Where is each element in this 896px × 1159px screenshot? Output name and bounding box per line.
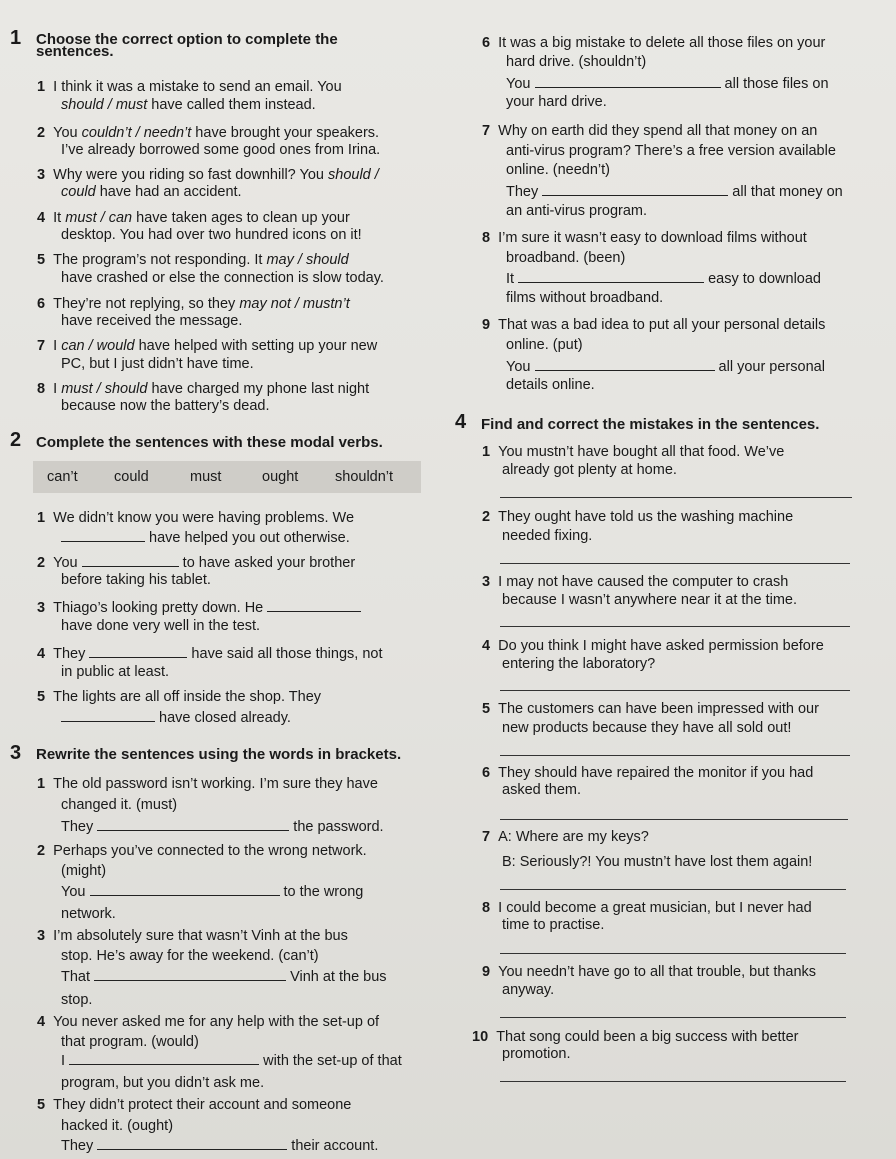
item-text: They’re not replying, so they	[53, 296, 240, 312]
item-text: You mustn’t have bought all that food. We’ve	[498, 444, 785, 460]
item-number: 5	[37, 689, 46, 705]
list-item	[37, 337, 377, 356]
item-text: have called them instead.	[147, 97, 316, 113]
list-item-cont	[61, 905, 116, 924]
item-number: 9	[482, 317, 491, 333]
item-text: promotion.	[502, 1046, 571, 1062]
item-text: all those files on	[720, 76, 829, 92]
list-item	[37, 553, 355, 573]
item-text: Why on earth did they spend all that money on an	[498, 123, 818, 139]
item-text: time to practise.	[502, 917, 605, 933]
item-number: 3	[37, 600, 46, 616]
list-item-cont	[506, 202, 647, 221]
item-text: changed it. (must)	[61, 797, 178, 813]
list-item-cont	[502, 853, 812, 872]
item-text: have helped you out otherwise.	[145, 530, 350, 546]
item-text: Why were you riding so fast downhill? You	[53, 167, 328, 183]
answer-blank[interactable]	[535, 357, 715, 371]
item-text: with the set-up of that	[259, 1053, 402, 1069]
list-item-cont	[61, 991, 92, 1010]
list-item	[482, 828, 649, 847]
item-text: The lights are all off inside the shop. They	[53, 689, 322, 705]
item-text: They didn’t protect their account and someone	[53, 1097, 352, 1113]
item-text: hacked it. (ought)	[61, 1118, 174, 1134]
item-text: We didn’t know you were having problems. We	[53, 510, 355, 526]
answer-blank[interactable]	[94, 967, 286, 981]
item-number: 1	[37, 776, 46, 792]
item-number: 8	[37, 381, 46, 397]
answer-blank[interactable]	[61, 708, 155, 722]
exercise-title: Complete the sentences with these modal verbs.	[36, 434, 383, 451]
list-item-cont	[502, 1045, 571, 1064]
list-item	[482, 316, 825, 335]
list-item-cont	[61, 355, 254, 374]
item-text: I’ve already borrowed some good ones from Irina.	[61, 142, 381, 158]
word-box	[33, 461, 421, 493]
item-number: 8	[482, 900, 491, 916]
list-item	[482, 229, 807, 248]
list-item-cont	[61, 1136, 378, 1156]
item-text: easy to download	[704, 271, 821, 287]
item-text: have helped with setting up your new	[134, 338, 378, 354]
item-text: That	[61, 969, 95, 985]
item-text: They ought have told us the washing machine	[498, 509, 794, 525]
exercise-title: Choose the correct option to complete the	[36, 31, 338, 48]
list-item	[37, 78, 342, 97]
list-item-cont	[61, 141, 380, 160]
list-item	[482, 443, 784, 462]
list-item-cont	[61, 1117, 173, 1136]
item-text: I	[53, 381, 62, 397]
list-item	[37, 509, 354, 528]
answer-blank[interactable]	[89, 644, 187, 658]
list-item	[482, 122, 817, 141]
item-text: details online.	[506, 377, 595, 393]
word-option: ought	[262, 469, 299, 485]
list-item-cont	[61, 397, 270, 416]
list-item-cont	[502, 655, 655, 674]
item-text: You never asked me for any help with the set-up of	[53, 1014, 380, 1030]
list-item	[37, 927, 348, 946]
exercise-number: 1	[10, 27, 22, 49]
list-item-cont	[61, 312, 242, 331]
list-item	[37, 251, 349, 270]
answer-blank[interactable]	[61, 528, 145, 542]
list-item-cont	[502, 591, 797, 610]
item-text: It	[506, 271, 519, 287]
answer-blank[interactable]	[90, 882, 280, 896]
item-text: The program’s not responding. It	[53, 252, 267, 268]
answer-blank[interactable]	[82, 553, 179, 567]
list-item-cont	[61, 796, 177, 815]
list-item-cont	[61, 1051, 402, 1071]
list-item-cont	[502, 461, 677, 480]
item-number: 9	[482, 964, 491, 980]
list-item-cont	[506, 53, 646, 72]
item-text: program, but you didn’t ask me.	[61, 1075, 265, 1091]
list-item-cont	[502, 981, 554, 1000]
answer-line[interactable]	[500, 755, 850, 756]
list-item-cont	[502, 916, 604, 935]
item-text: You	[53, 125, 82, 141]
item-text: anti-virus program? There’s a free version available	[506, 143, 836, 159]
item-text: You needn’t have go to all that trouble, but thanks	[498, 964, 817, 980]
item-text: (might)	[61, 863, 107, 879]
list-item-cont	[506, 161, 610, 180]
item-text: Do you think I might have asked permission before	[498, 638, 824, 654]
list-item	[482, 700, 819, 719]
item-number: 4	[482, 638, 491, 654]
item-text: The old password isn’t working. I’m sure they have	[53, 776, 378, 792]
list-item	[37, 1096, 351, 1115]
item-text: that program. (would)	[61, 1034, 199, 1050]
item-number: 2	[37, 125, 46, 141]
item-text: to have asked your brother	[178, 555, 356, 571]
item-text: They	[53, 646, 90, 662]
item-text: the password.	[289, 819, 384, 835]
item-number: 1	[37, 510, 46, 526]
list-item-cont	[506, 142, 836, 161]
item-text: I think it was a mistake to send an email. You	[53, 79, 342, 95]
list-item-cont	[61, 947, 319, 966]
list-item-cont	[61, 528, 350, 548]
list-item	[37, 842, 367, 861]
item-number: 5	[482, 701, 491, 717]
item-text: That song could been a big success with better	[496, 1029, 799, 1045]
word-option: shouldn’t	[335, 469, 394, 485]
item-text: I	[53, 338, 62, 354]
item-number: 3	[37, 928, 46, 944]
option-pair[interactable]: may not / mustn’t	[239, 296, 350, 312]
list-item-cont	[61, 817, 384, 837]
item-text: have closed already.	[155, 710, 291, 726]
item-text: your hard drive.	[506, 94, 607, 110]
item-text: in public at least.	[61, 664, 170, 680]
list-item-cont	[502, 527, 592, 546]
answer-line[interactable]	[500, 1081, 846, 1082]
item-text: have had an accident.	[95, 184, 242, 200]
exercise-title: Find and correct the mistakes in the sentences.	[481, 416, 820, 433]
list-item-cont	[61, 862, 106, 881]
list-item-cont	[61, 183, 242, 202]
item-text: hard drive. (shouldn’t)	[506, 54, 647, 70]
item-text: before taking his tablet.	[61, 572, 211, 588]
item-number: 8	[482, 230, 491, 246]
answer-line[interactable]	[500, 953, 846, 954]
answer-line[interactable]	[500, 626, 850, 627]
item-text: because I wasn’t anywhere near it at the time.	[502, 592, 797, 608]
list-item-cont	[61, 1033, 199, 1052]
list-item-cont	[506, 357, 825, 377]
answer-blank[interactable]	[518, 269, 704, 283]
list-item-cont	[61, 708, 291, 728]
item-text: to the wrong	[279, 884, 364, 900]
word-option: must	[190, 469, 222, 485]
list-item-cont	[61, 967, 387, 987]
item-text: films without broadband.	[506, 290, 664, 306]
exercise-title: Rewrite the sentences using the words in brackets.	[36, 746, 402, 763]
item-text: online. (put)	[506, 337, 583, 353]
item-text: Perhaps you’ve connected to the wrong network.	[53, 843, 367, 859]
list-item	[37, 644, 382, 664]
word-option: can’t	[47, 469, 78, 485]
answer-line[interactable]	[500, 1017, 846, 1018]
item-text: That was a bad idea to put all your personal details	[498, 317, 826, 333]
item-text: Thiago’s looking pretty down. He	[53, 600, 268, 616]
item-text: entering the laboratory?	[502, 656, 656, 672]
item-number: 5	[37, 252, 46, 268]
item-text: I may not have caused the computer to crash	[498, 574, 789, 590]
item-text: all your personal	[714, 359, 825, 375]
item-number: 10	[472, 1029, 489, 1045]
option-pair[interactable]: couldn’t / needn’t	[81, 125, 192, 141]
item-number: 2	[37, 555, 46, 571]
answer-blank[interactable]	[535, 74, 721, 88]
item-text: You	[61, 884, 90, 900]
word-option: could	[114, 469, 149, 485]
item-text: It	[53, 210, 66, 226]
list-item	[482, 637, 824, 656]
exercise-number: 3	[10, 742, 22, 764]
list-item	[37, 1013, 379, 1032]
item-number: 1	[37, 79, 46, 95]
item-text: have brought your speakers.	[191, 125, 380, 141]
list-item	[37, 598, 361, 618]
item-text: new products because they have all sold out!	[502, 720, 792, 736]
item-text: A: Where are my keys?	[498, 829, 649, 845]
item-number: 2	[37, 843, 46, 859]
list-item-cont	[502, 719, 791, 738]
item-text: have said all those things, not	[187, 646, 383, 662]
answer-line[interactable]	[500, 819, 848, 820]
item-text: have received the message.	[61, 313, 243, 329]
item-text: asked them.	[502, 782, 581, 798]
list-item-cont	[506, 336, 583, 355]
item-text: stop.	[61, 992, 93, 1008]
list-item-cont	[61, 571, 211, 590]
item-text: have taken ages to clean up your	[132, 210, 350, 226]
option-pair-cont[interactable]: could	[61, 184, 96, 200]
item-number: 7	[37, 338, 46, 354]
item-text: anyway.	[502, 982, 555, 998]
exercise-number: 2	[10, 429, 22, 451]
answer-line[interactable]	[500, 497, 852, 498]
list-item-cont	[61, 1074, 264, 1093]
answer-blank[interactable]	[542, 182, 728, 196]
option-pair[interactable]: can / would	[61, 338, 135, 354]
item-number: 6	[482, 35, 491, 51]
item-text: I could become a great musician, but I never had	[498, 900, 812, 916]
item-number: 1	[482, 444, 491, 460]
item-text: I	[61, 1053, 70, 1069]
item-number: 7	[482, 829, 491, 845]
item-text: You	[506, 76, 535, 92]
item-text: It was a big mistake to delete all those files on your	[498, 35, 826, 51]
list-item	[482, 34, 825, 53]
item-text: I’m absolutely sure that wasn’t Vinh at the bus	[53, 928, 348, 944]
list-item-cont	[61, 96, 316, 115]
item-text: broadband. (been)	[506, 250, 626, 266]
option-pair[interactable]: should / must	[61, 97, 148, 113]
answer-line[interactable]	[500, 690, 850, 691]
item-text: B: Seriously?! You mustn’t have lost them again!	[502, 854, 813, 870]
answer-line[interactable]	[500, 889, 846, 890]
item-text: all that money on	[728, 184, 843, 200]
item-number: 4	[37, 1014, 46, 1030]
list-item-cont	[61, 226, 362, 245]
item-text: their account.	[287, 1138, 379, 1154]
exercise-title-cont: sentences.	[36, 43, 114, 60]
list-item-cont	[61, 663, 169, 682]
answer-blank[interactable]	[69, 1051, 259, 1065]
list-item-cont	[506, 269, 821, 289]
item-number: 7	[482, 123, 491, 139]
item-text: online. (needn’t)	[506, 162, 610, 178]
item-number: 2	[482, 509, 491, 525]
list-item-cont	[506, 93, 607, 112]
list-item-cont	[61, 617, 260, 636]
list-item-cont	[61, 882, 363, 902]
item-text: because now the battery’s dead.	[61, 398, 270, 414]
item-number: 3	[37, 167, 46, 183]
item-text: desktop. You had over two hundred icons on it!	[61, 227, 362, 243]
item-text: needed fixing.	[502, 528, 593, 544]
item-text: have charged my phone last night	[147, 381, 370, 397]
list-item-cont	[506, 376, 595, 395]
list-item	[482, 573, 788, 592]
option-pair[interactable]: must / can	[65, 210, 133, 226]
item-text: an anti-virus program.	[506, 203, 648, 219]
item-text: You	[506, 359, 535, 375]
list-item-cont	[506, 249, 625, 268]
item-number: 5	[37, 1097, 46, 1113]
item-text: network.	[61, 906, 116, 922]
list-item-cont	[61, 269, 384, 288]
item-text: already got plenty at home.	[502, 462, 677, 478]
item-text: They	[61, 1138, 98, 1154]
item-text: They	[61, 819, 98, 835]
item-text: They	[506, 184, 543, 200]
list-item	[37, 688, 321, 707]
item-text: have done very well in the test.	[61, 618, 261, 634]
item-text: PC, but I just didn’t have time.	[61, 356, 254, 372]
exercise-number: 4	[455, 411, 467, 433]
answer-line[interactable]	[500, 563, 850, 564]
item-number: 4	[37, 210, 46, 226]
list-item-cont	[506, 74, 829, 94]
list-item	[482, 508, 793, 527]
item-text: The customers can have been impressed with our	[498, 701, 819, 717]
item-text: Vinh at the bus	[286, 969, 387, 985]
answer-blank[interactable]	[97, 1136, 287, 1150]
item-text: They should have repaired the monitor if you had	[498, 765, 814, 781]
item-text: You	[53, 555, 82, 571]
answer-blank[interactable]	[267, 598, 361, 612]
list-item-cont	[502, 781, 581, 800]
item-text: have crashed or else the connection is slow today.	[61, 270, 384, 286]
answer-blank[interactable]	[97, 817, 289, 831]
list-item	[482, 963, 816, 982]
option-pair[interactable]: may / should	[266, 252, 349, 268]
item-number: 3	[482, 574, 491, 590]
item-number: 6	[482, 765, 491, 781]
list-item	[37, 775, 378, 794]
list-item-cont	[506, 182, 843, 202]
option-pair[interactable]: should /	[328, 167, 379, 183]
list-item-cont	[506, 289, 663, 308]
option-pair[interactable]: must / should	[61, 381, 148, 397]
item-number: 6	[37, 296, 46, 312]
item-text: I’m sure it wasn’t easy to download films without	[498, 230, 807, 246]
item-number: 4	[37, 646, 46, 662]
item-text: stop. He’s away for the weekend. (can’t)	[61, 948, 319, 964]
